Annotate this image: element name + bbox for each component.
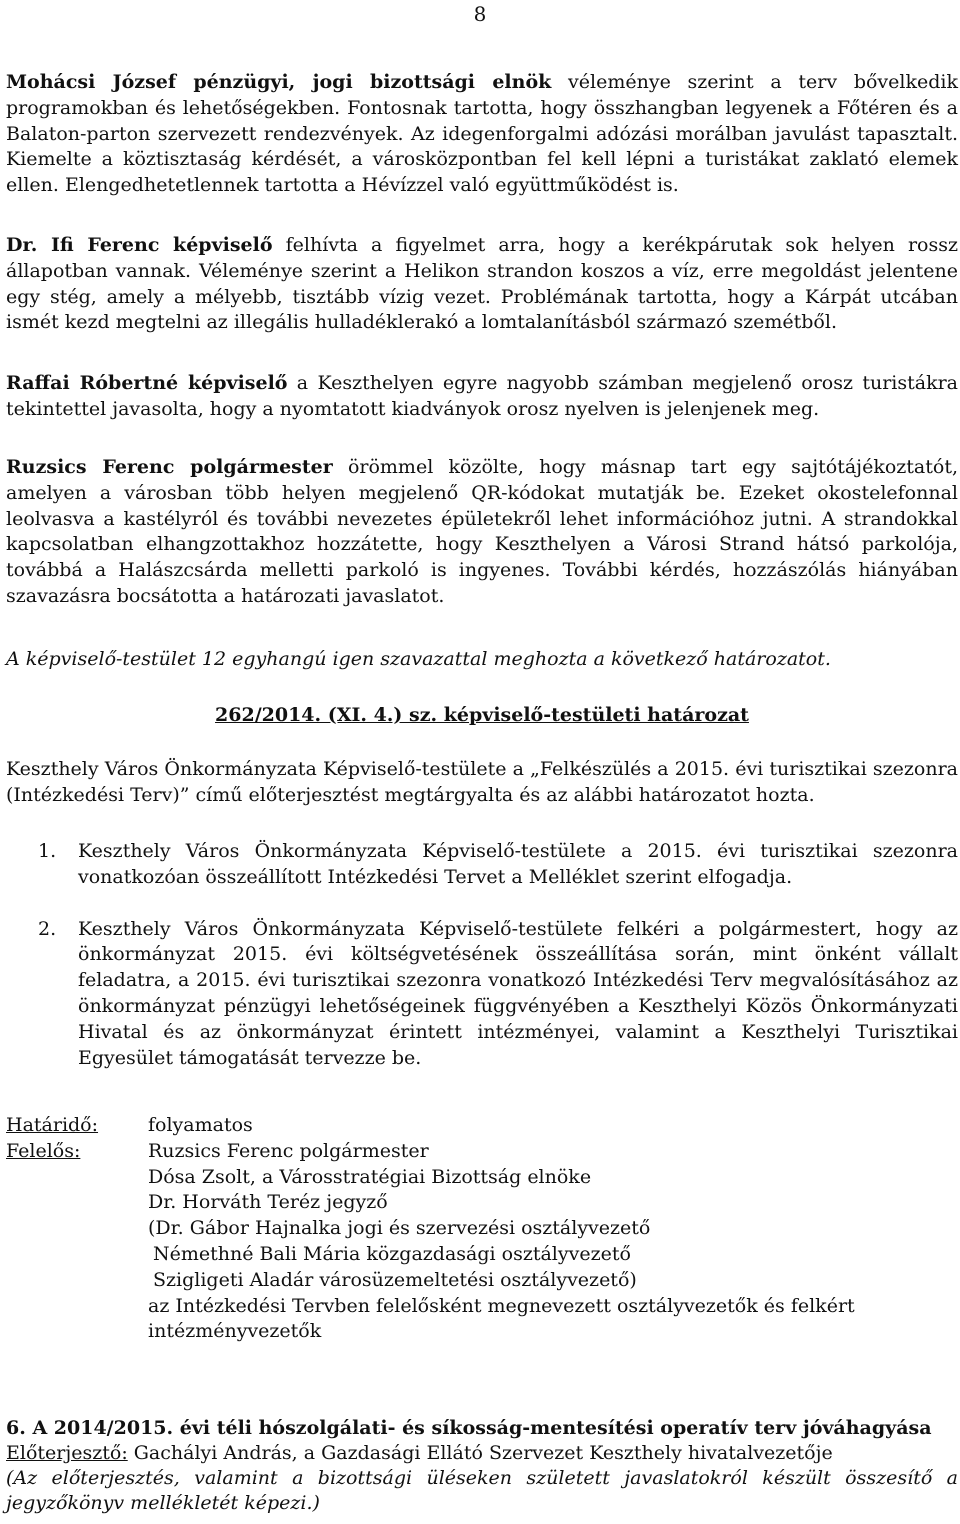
list-item-number: 1. xyxy=(38,840,57,862)
responsible-label: Felelős: xyxy=(6,1139,81,1162)
speaker-name: Ruzsics Ferenc polgármester xyxy=(6,456,333,478)
deadline-row xyxy=(6,1113,958,1139)
section-6-title: 6. A 2014/2015. évi téli hószolgálati- és síkosság-mentesítési operatív terv jóváhagyása xyxy=(6,1417,932,1439)
responsible-row xyxy=(6,1139,958,1345)
paragraph-mohacsi xyxy=(6,70,958,199)
responsible-person: az Intézkedési Tervben felelősként megnevezett osztályvezetők és felkért intézményvezetők xyxy=(148,1294,855,1343)
responsible-person: Dr. Horváth Teréz jegyző xyxy=(148,1191,388,1214)
speaker-name: Mohácsi József pénzügyi, jogi bizottsági elnök xyxy=(6,71,552,93)
attachment-note: (Az előterjesztés, valamint a bizottsági üléseken született javaslatokról készült összesítő a jegyzőkönyv mellékletét képezi.) xyxy=(6,1467,958,1514)
responsible-person: (Dr. Gábor Hajnalka jogi és szervezési osztályvezető xyxy=(148,1217,651,1240)
list-item-text: Keszthely Város Önkormányzata Képviselő-testülete felkéri a polgármestert, hogy az önkormányzat 2015. évi költségvetésének összeállítása során, mint önként vállalt feladatra, a 2015. évi turisztikai szezonra vonatkozó Intézkedési Terv megvalósításához az önkormányzat pénzügyi lehetőségeinek függvényében a Keszthelyi Közös Önkormányzati Hivatal és az önkormányzat érintett intézményei, valamint a Keszthelyi Turisztikai Egyesület támogatását tervezze be. xyxy=(78,917,958,1069)
responsible-person: Némethné Bali Mária közgazdasági osztályvezető xyxy=(153,1242,631,1265)
speaker-name: Dr. Ifi Ferenc képviselő xyxy=(6,234,273,256)
deadline-value: folyamatos xyxy=(148,1114,253,1136)
resolution-list xyxy=(6,839,958,1071)
paragraph-ruzsics xyxy=(6,455,958,610)
speaker-name: Raffai Róbertné képviselő xyxy=(6,372,288,394)
resolution-title: 262/2014. (XI. 4.) sz. képviselő-testületi határozat xyxy=(215,704,749,726)
paragraph-ifi xyxy=(6,233,958,336)
list-item-number: 2. xyxy=(38,917,57,940)
responsible-list xyxy=(148,1139,958,1345)
list-item xyxy=(6,917,958,1072)
presenter-line xyxy=(6,1441,958,1466)
presenter-value: Gachályi András, a Gazdasági Ellátó Szervezet Keszthely hivatalvezetője xyxy=(127,1442,833,1464)
responsible-person: Szigligeti Aladár városüzemeltetési osztályvezető) xyxy=(153,1268,637,1291)
resolution-intro: Keszthely Város Önkormányzata Képviselő-testülete a „Felkészülés a 2015. évi turisztikai szezonra (Intézkedési Terv)” című előterjesztést megtárgyalta és az alábbi határozatot hozta. xyxy=(6,758,958,806)
list-item xyxy=(6,839,958,891)
paragraph-text: felhívta a figyelmet arra, hogy a kerékpárutak sok helyen rossz állapotban vannak. Véleménye szerint a Helikon strandon koszos a víz, erre megoldást jelentene egy stég, amely a mélyebb, tisztább vízig vezet. Problémának tartotta, hogy a Kárpát utcában ismét kezd megtelni az illegális hulladéklerakó a lomtalanításból származó szemétből. xyxy=(6,234,958,334)
vote-statement: A képviselő-testület 12 egyhangú igen szavazattal meghozta a következő határozatot. xyxy=(6,648,831,670)
presenter-label: Előterjesztő: xyxy=(6,1442,128,1464)
page-number: 8 xyxy=(473,2,487,26)
responsible-person: Ruzsics Ferenc polgármester xyxy=(148,1139,429,1162)
paragraph-text: a Keszthelyen egyre nagyobb számban megjelenő orosz turistákra tekintettel javasolta, hogy a nyomtatott kiadványok orosz nyelven is jelenjenek meg. xyxy=(6,372,958,420)
paragraph-text: véleménye szerint a terv bővelkedik programokban és lehetőségekben. Fontosnak tartotta, hogy összhangban legyenek a Főtéren és a Balaton-parton szervezett rendezvények. Az idegenforgalmi adózási morálban javulást tapasztalt. Kiemelte a köztisztaság kérdését, a városközpontban fel kell lépni a turistákat zaklató elemek ellen. Elengedhetetlennek tartotta a Hévízzel való együttműködést is. xyxy=(6,71,958,197)
paragraph-raffai xyxy=(6,371,958,423)
responsibility-block xyxy=(6,1113,958,1345)
paragraph-text: örömmel közölte, hogy másnap tart egy sajtótájékoztatót, amelyen a városban több helyen megjelenő QR-kódokat mutatják be. Ezeket okostelefonnal leolvasva a kastélyról és további nevezetes épületekről lehet információhoz jutni. A strandokkal kapcsolatban elhangzottakhoz hozzátette, hogy Keszthelyen a Városi Strand hátsó parkolója, továbbá a Halászcsárda melletti parkoló is ingyenes. További kérdés, hozzászólás hiányában szavazásra bocsátotta a határozati javaslatot. xyxy=(6,456,958,607)
deadline-label: Határidő: xyxy=(6,1114,99,1136)
list-item-text: Keszthely Város Önkormányzata Képviselő-testülete a 2015. évi turisztikai szezonra vonatkozóan összeállított Intézkedési Tervet a Melléklet szerint elfogadja. xyxy=(78,840,958,888)
responsible-person: Dósa Zsolt, a Városstratégiai Bizottság elnöke xyxy=(148,1165,592,1188)
